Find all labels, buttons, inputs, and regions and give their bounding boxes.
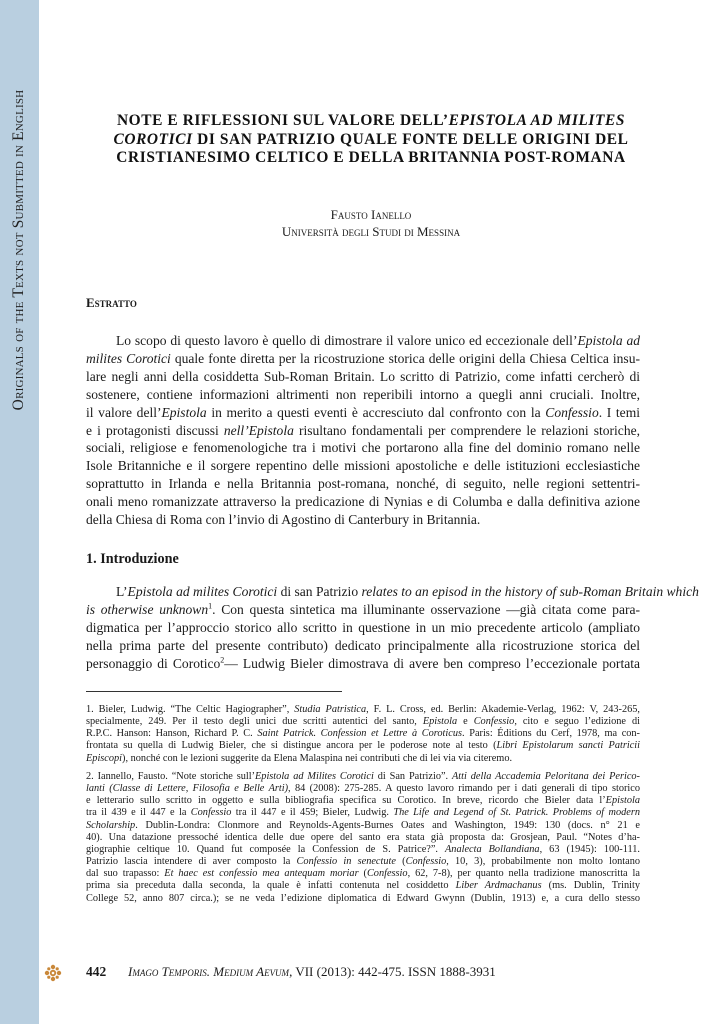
text-line: della Chiesa di Roma con l’invio di Agostino di Canterbury in Britannia. [86, 512, 481, 528]
text-line: milites Corotici quale fonte diretta per la ricostruzione storica delle origini della Chiesa Celtica insu- [86, 350, 640, 366]
footnote-line: frontata su quella di Ludwig Bieler, che si distingue ancora per le poderose note al testo (Libri Epistolarum sancti Patricii [86, 740, 640, 752]
text-line: Lo scopo di questo lavoro è quello di dimostrare il valore unico ed eccezionale dell’Epistola ad [116, 333, 641, 348]
footnote-ref[interactable]: 1 [208, 601, 213, 611]
journal-citation: Imago Temporis. Medium Aevum, VII (2013): 442-475. ISSN 1888-3931 [128, 964, 496, 979]
text-line: e i protagonisti discussi nell’Epistola risultano fondamentali per comprendere le relazioni storiche, [86, 422, 640, 438]
text-line: sostenere, contiene informazioni altrimenti non reperibili intorno a quegli anni cruciali. Inoltre, [86, 386, 640, 402]
text-line: lare negli anni della cosiddetta Sub-Roman Britain. Lo scritto di Patrizio, come infatti cercherò di [86, 368, 640, 384]
footnote-line: 40). Una datazione pressoché identica delle due opere del santo era stata già proposta da: Grosjean, Paul. “Notes d’ha- [86, 831, 640, 843]
footnote-1 [86, 704, 640, 765]
footnote-line: Scholarship. Dublin-Londra: Clonmore and Reynolds-Agents-Burnes Oates and Washington, 1949: 130 (docs. n° 21 e [86, 819, 640, 831]
article-title [108, 112, 634, 168]
section-heading: 1. Introduzione [86, 551, 179, 567]
sidebar-band [0, 0, 39, 1024]
text-line: il valore dell’Epistola in merito a questi eventi è accresciuto dal confronto con la Confessio. I temi [86, 404, 641, 420]
text-line: L’Epistola ad milites Corotici di san Patrizio relates to an episod in the history of sub-Roman Britain which [116, 584, 699, 599]
title-line2: COROTICI DI SAN PATRIZIO QUALE FONTE DELLE ORIGINI DEL [113, 130, 629, 148]
footnote-line: giographie celtique 10. Quand fut composée la Confession de S. Patrice?”. Analecta Bollandiana, 63 (1945): 100-111. [86, 843, 640, 855]
title-line1: NOTE E RIFLESSIONI SUL VALORE DELL’EPISTOLA AD MILITES [116, 112, 626, 129]
title-line3: CRISTIANESIMO CELTICO E DELLA BRITANNIA POST-ROMANA [116, 149, 626, 166]
footnote-line: lanti (Classe di Lettere, Filosofia e Belle Arti), 84 (2008): 275-285. A questo lavoro rimando per i dati generali di tipo storico [86, 783, 640, 795]
intro-text [86, 583, 699, 673]
footnote-line: prima sia preceduta dalla seconda, la quale è infatti contenuta nel cosiddetto Liber Ardmachanus (ms. Dublin, Trinity [86, 880, 640, 892]
text-line: nella prima parte del presente contributo) dedicato principalmente alla ricostruzione storica del [86, 637, 640, 653]
text-line: onali meno romanizzate attraverso la predicazione di Nynias e di Columba e dalla definitiva azione [86, 494, 640, 510]
ornament-icon [44, 964, 62, 982]
text-line: digmatica per l’approccio storico allo scritto in questione in un mio precedente articolo (ampliato [86, 619, 640, 635]
text-line: is otherwise unknown$^1$. Con questa sintetica ma illuminante osservazione —già citata come para- [86, 601, 640, 617]
text-line: soprattutto in Irlanda e nella Britannia post-romana, nonché, di seguito, nelle regioni settentri- [86, 476, 640, 492]
footnote-line: tra il 439 e il 447 e la Confessio tra il 447 e il 459; Bieler, Ludwig. The Life and Legend of St. Patrick. Problems of modern [86, 807, 640, 819]
footnote-line: e letterario sullo scritto in oggetto e sulla bibliografia specifica su Corotico. In breve, ricordo che Bieler data l’Epistola [86, 795, 640, 807]
footnote-2 [86, 771, 640, 905]
footnote-line: dal suo trapasso: Et haec est confessio mea antequam moriar (Confessio, 62, 7-8), per quanto nella tradizione manoscritta la [86, 868, 640, 880]
text-line: personaggio di Corotico$^2$— Ludwig Bieler dimostrava di avere ben compreso l’eccezionale portata [86, 655, 640, 671]
sidebar-label: Originals of the Texts not Submitted in English [10, 89, 27, 411]
footnote-line: 1. Bieler, Ludwig. “The Celtic Hagiographer”, Studia Patristica, F. L. Cross, ed. Berlin: Akademie-Verlag, 1962: V, 243-265, [86, 704, 640, 715]
abstract-text [86, 332, 640, 529]
footnote-ref[interactable]: 2 [220, 655, 225, 665]
author-name: Fausto Ianello [330, 207, 412, 222]
footnote-line: 2. Iannello, Fausto. “Note storiche sull’Epistola ad Milites Corotici di San Patrizio”. Atti della Accademia Peloritana dei Perico- [86, 771, 640, 782]
footnote-line: College 52, anno 807 circa.); se ne veda l’edizione diplomatica di Edward Gwynn (Dublin, 1913) e, a cura dello stesso [86, 892, 640, 904]
page-number: 442 [86, 964, 107, 979]
footnote-line: R.P.C. Hanson: Hanson, Richard P. C. Saint Patrick. Confession et Lettre à Coroticus. Paris: Éditions du Cerf, 1978, ma con- [86, 728, 640, 740]
footnote-line: specialmente, 249. Per il testo degli unici due scritti autentici del santo, Epistola e Confessio, cito e seguo l’edizione di [86, 716, 640, 728]
footnote-line: Patrizio lascia intendere di aver composto la Confessio in senectute (Confessio, 10, 3), probabilmente non molto lontano [86, 856, 640, 868]
author-affiliation: Università degli Studi di Messina [281, 224, 461, 239]
abstract-heading: Estratto [86, 295, 137, 310]
author-block [108, 206, 634, 240]
text-line: Isole Britanniche e il sorgere repentino delle missioni apostoliche e delle istituzioni ecclesiastiche [86, 458, 640, 474]
text-line: sociali, religiose e fenomenologiche tra i motivi che portarono alla fine del dominio romano nelle [86, 440, 640, 456]
footnote-divider [86, 691, 342, 692]
footnote-line: Episcopi), nonché con le lezioni suggerite da Elena Malaspina nei contributi che di lei via via citeremo. [86, 752, 513, 764]
